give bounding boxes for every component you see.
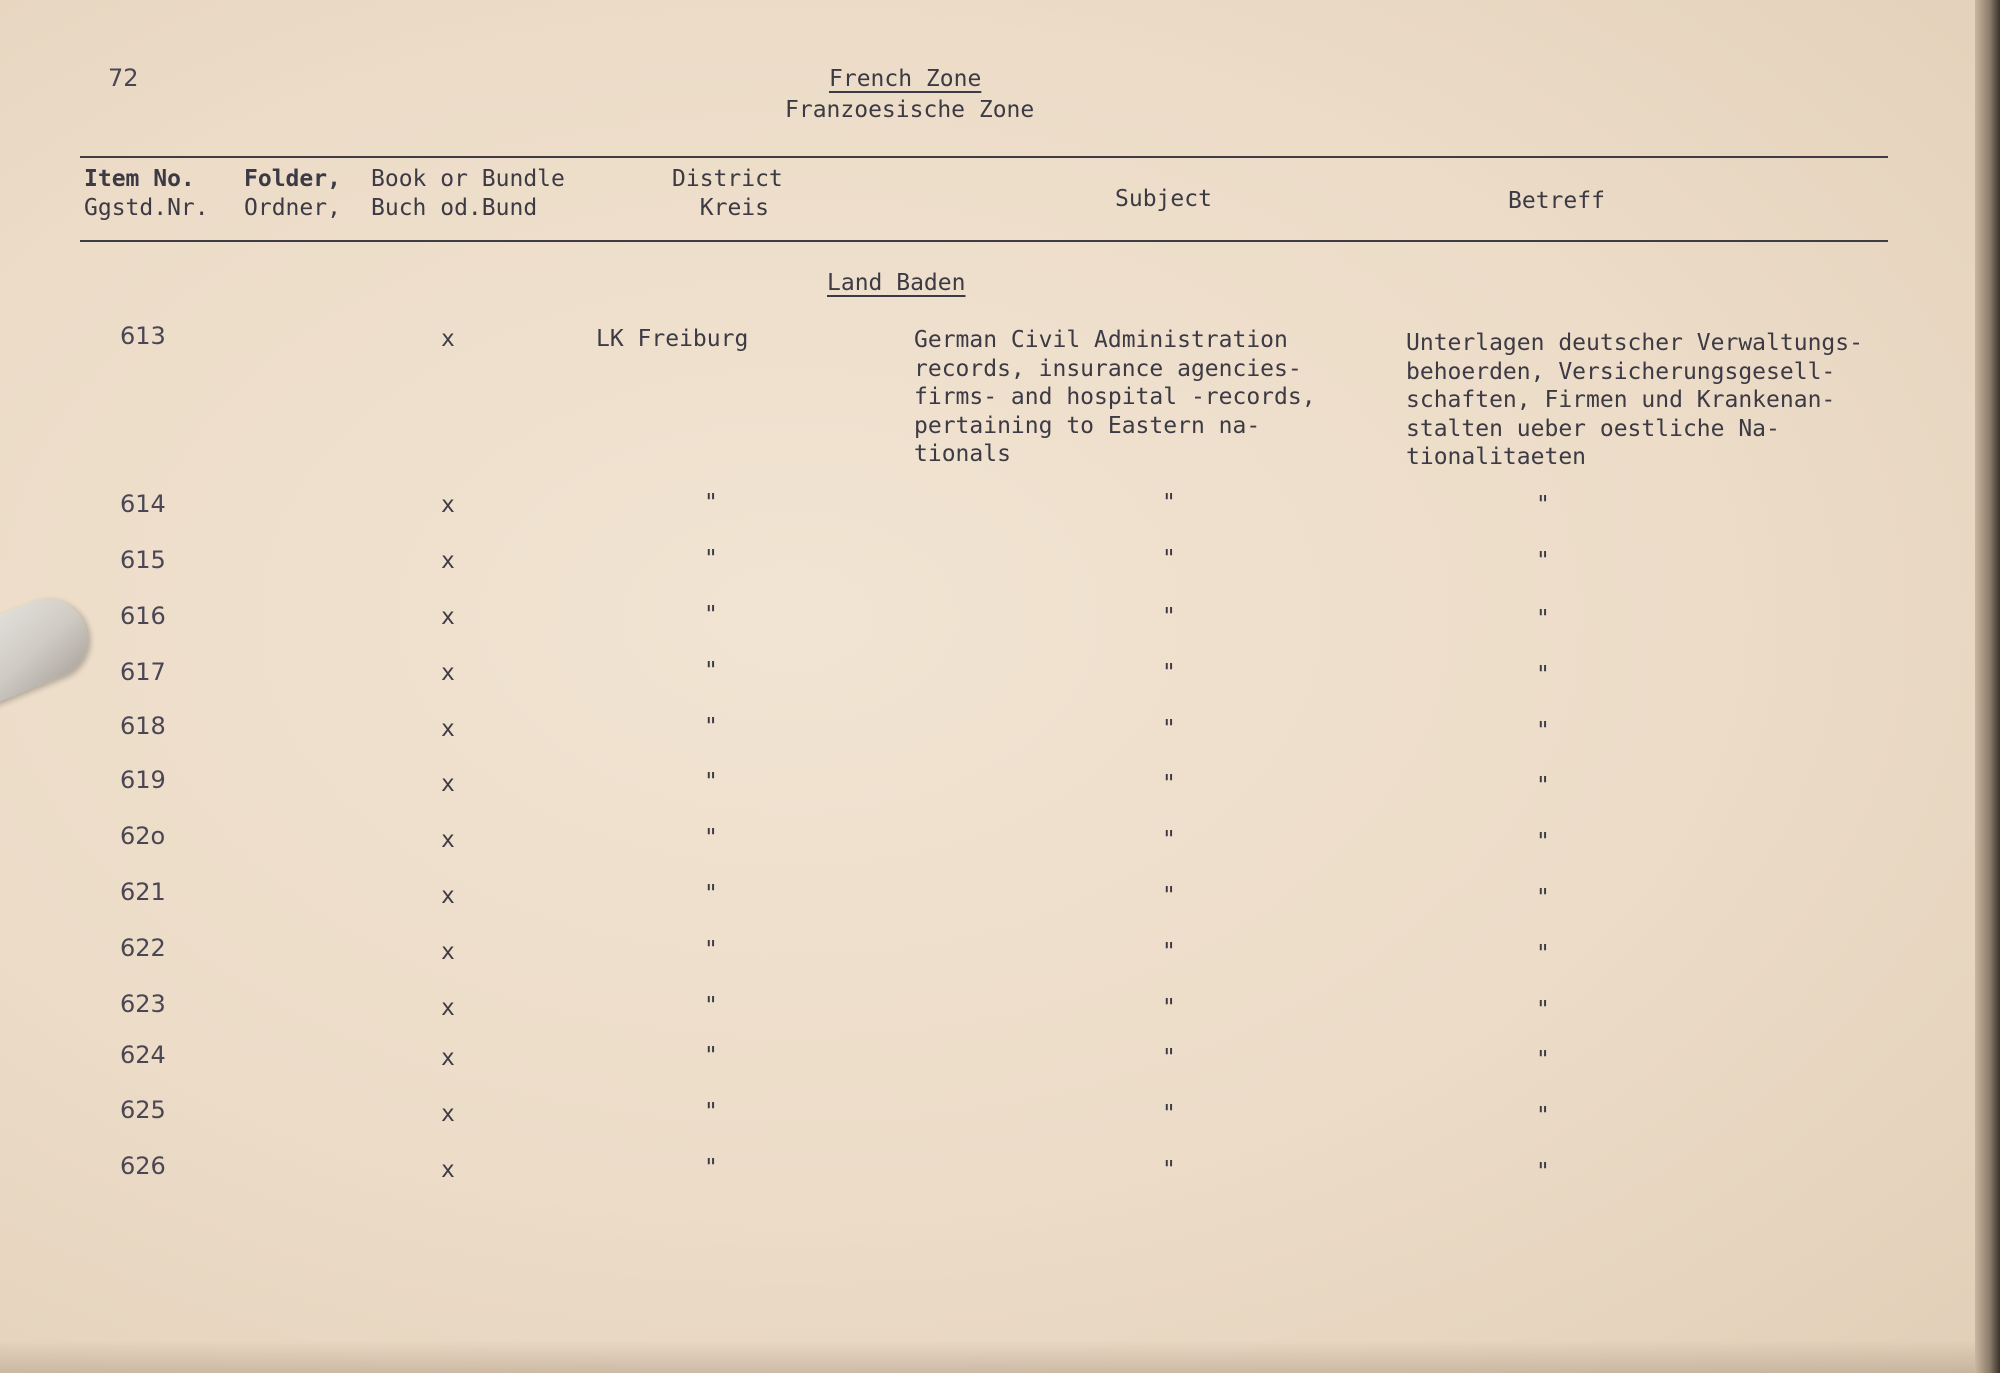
ditto-mark: " — [1536, 718, 1550, 744]
book-mark: x — [441, 771, 455, 797]
item-number: 616 — [120, 602, 166, 630]
item-number: 626 — [120, 1152, 166, 1180]
item-number: 622 — [120, 934, 166, 962]
ditto-mark: " — [704, 993, 718, 1019]
item-number: 617 — [120, 658, 166, 686]
item-number: 613 — [120, 322, 166, 350]
header-folder-de: Ordner, — [244, 195, 341, 221]
item-number: 624 — [120, 1041, 166, 1069]
ditto-mark: " — [704, 490, 718, 516]
book-mark: x — [441, 883, 455, 909]
header-item-no — [84, 165, 209, 223]
ditto-mark: " — [704, 602, 718, 628]
header-item-no-en: Item No. — [84, 166, 195, 192]
ditto-mark: " — [1162, 716, 1176, 742]
ditto-mark: " — [1536, 941, 1550, 967]
ditto-mark: " — [1536, 1103, 1550, 1129]
ditto-mark: " — [704, 714, 718, 740]
ditto-mark: " — [1536, 662, 1550, 688]
header-district-de: Kreis — [699, 195, 770, 221]
item-number: 614 — [120, 490, 166, 518]
ditto-mark: " — [704, 881, 718, 907]
book-mark: x — [441, 492, 455, 518]
ditto-mark: " — [704, 769, 718, 795]
district-value: LK Freiburg — [596, 326, 749, 352]
header-top-rule — [80, 156, 1888, 158]
item-number: 619 — [120, 766, 166, 794]
header-district-en: District — [672, 166, 783, 192]
ditto-mark: " — [1162, 604, 1176, 630]
item-number: 625 — [120, 1096, 166, 1124]
ditto-mark: " — [1162, 546, 1176, 572]
ditto-mark: " — [1536, 885, 1550, 911]
binding-shadow — [0, 1340, 1975, 1373]
header-folder — [244, 165, 341, 223]
book-mark: x — [441, 326, 455, 352]
ditto-mark: " — [1162, 939, 1176, 965]
page-clip — [0, 587, 100, 717]
zone-title-german: Franzoesische Zone — [785, 97, 1035, 123]
book-mark: x — [441, 827, 455, 853]
page-edge — [1975, 0, 2000, 1373]
header-betreff: Betreff — [1508, 188, 1605, 214]
book-mark: x — [441, 660, 455, 686]
header-subject: Subject — [1115, 186, 1212, 212]
item-number: 618 — [120, 712, 166, 740]
book-mark: x — [441, 939, 455, 965]
ditto-mark: " — [1536, 492, 1550, 518]
ditto-mark: " — [1536, 1047, 1550, 1073]
book-mark: x — [441, 1045, 455, 1071]
header-item-no-de: Ggstd.Nr. — [84, 195, 209, 221]
book-mark: x — [441, 548, 455, 574]
ditto-mark: " — [1536, 606, 1550, 632]
ditto-mark: " — [1162, 490, 1176, 516]
header-book — [371, 165, 565, 223]
book-mark: x — [441, 1157, 455, 1183]
ditto-mark: " — [1162, 827, 1176, 853]
ditto-mark: " — [1162, 1045, 1176, 1071]
ditto-mark: " — [704, 1099, 718, 1125]
header-district — [672, 165, 783, 223]
header-bottom-rule — [80, 240, 1888, 242]
ditto-mark: " — [1536, 1159, 1550, 1185]
ditto-mark: " — [704, 658, 718, 684]
subject-text: German Civil Administration records, insurance agencies- firms- and hospital -records, pertaining to Eastern na- tionals — [914, 327, 1316, 467]
section-title: Land Baden — [827, 270, 966, 296]
item-number: 615 — [120, 546, 166, 574]
item-number: 623 — [120, 990, 166, 1018]
header-folder-en: Folder, — [244, 166, 341, 192]
ditto-mark: " — [1536, 829, 1550, 855]
ditto-mark: " — [704, 1043, 718, 1069]
ditto-mark: " — [1536, 997, 1550, 1023]
book-mark: x — [441, 995, 455, 1021]
ditto-mark: " — [1162, 1157, 1176, 1183]
book-mark: x — [441, 604, 455, 630]
book-mark: x — [441, 1101, 455, 1127]
ditto-mark: " — [1162, 1101, 1176, 1127]
zone-title-english: French Zone — [829, 66, 982, 92]
item-number: 62o — [120, 822, 166, 850]
ditto-mark: " — [1536, 548, 1550, 574]
ditto-mark: " — [704, 546, 718, 572]
ditto-mark: " — [704, 1155, 718, 1181]
ditto-mark: " — [1162, 660, 1176, 686]
ditto-mark: " — [1162, 771, 1176, 797]
header-book-en: Book or Bundle — [371, 166, 565, 192]
ditto-mark: " — [1162, 995, 1176, 1021]
betreff-text: Unterlagen deutscher Verwaltungs- behoerden, Versicherungsgesell- schaften, Firmen und Krankenan- stalten ueber oestliche Na- tionalitaeten — [1406, 330, 1863, 470]
ditto-mark: " — [1162, 883, 1176, 909]
header-book-de: Buch od.Bund — [371, 195, 538, 221]
ditto-mark: " — [1536, 773, 1550, 799]
book-mark: x — [441, 716, 455, 742]
ditto-mark: " — [704, 937, 718, 963]
ditto-mark: " — [704, 825, 718, 851]
item-number: 621 — [120, 878, 166, 906]
page-number: 72 — [108, 64, 139, 92]
